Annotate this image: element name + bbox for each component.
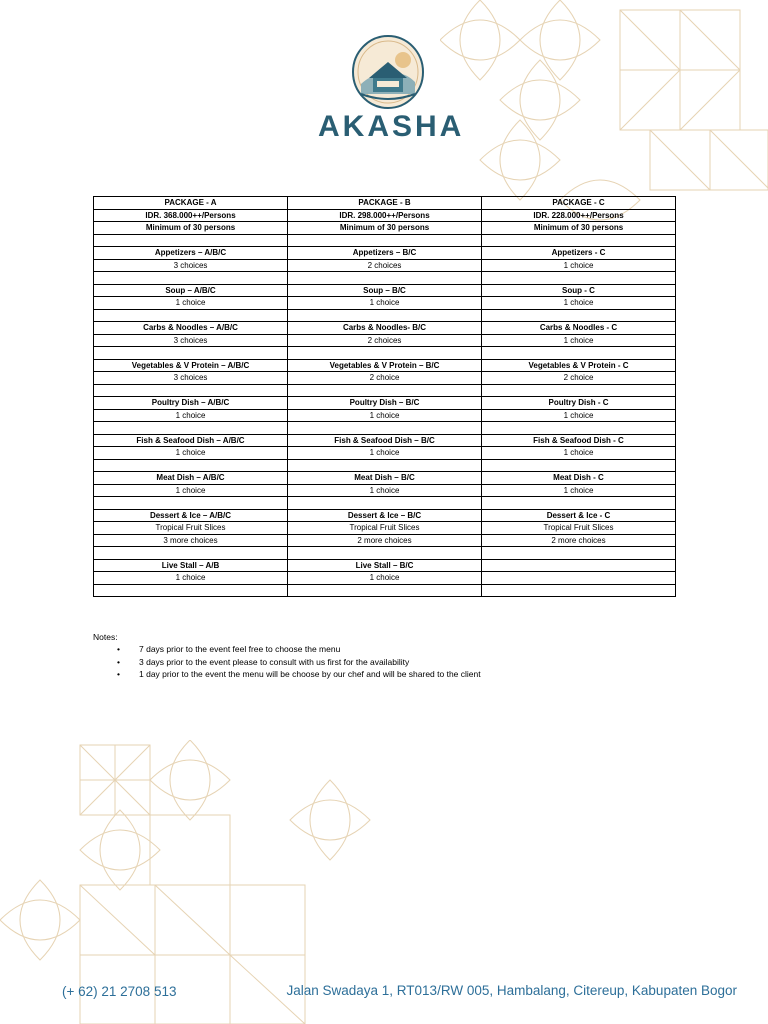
table-cell: Minimum of 30 persons — [482, 222, 676, 235]
table-cell — [482, 309, 676, 322]
table-cell — [94, 272, 288, 285]
table-cell — [94, 347, 288, 360]
table-cell: 1 choice — [288, 409, 482, 422]
table-cell: Appetizers – A/B/C — [94, 247, 288, 260]
table-row — [94, 509, 676, 522]
table-cell — [288, 459, 482, 472]
table-cell — [288, 497, 482, 510]
table-cell — [288, 234, 482, 247]
table-row — [94, 372, 676, 385]
akasha-emblem-icon — [351, 34, 425, 110]
table-cell: PACKAGE - B — [288, 197, 482, 210]
table-cell: 2 choice — [288, 372, 482, 385]
table-cell: Live Stall – B/C — [288, 559, 482, 572]
table-cell — [288, 422, 482, 435]
table-row — [94, 297, 676, 310]
table-cell: PACKAGE - A — [94, 197, 288, 210]
table-row — [94, 497, 676, 510]
table-row — [94, 359, 676, 372]
table-row — [94, 197, 676, 210]
table-cell: IDR. 298.000++/Persons — [288, 209, 482, 222]
note-text: 3 days prior to the event please to consult with us first for the availability — [139, 656, 410, 667]
table-row — [94, 422, 676, 435]
table-row — [94, 384, 676, 397]
decorative-pattern-bottom — [0, 740, 440, 1024]
table-cell: PACKAGE - C — [482, 197, 676, 210]
table-cell: 1 choice — [482, 297, 676, 310]
table-row — [94, 334, 676, 347]
table-cell: Dessert & Ice – A/B/C — [94, 509, 288, 522]
note-text: 7 days prior to the event feel free to choose the menu — [139, 644, 341, 655]
table-cell — [94, 384, 288, 397]
table-row — [94, 322, 676, 335]
table-row — [94, 459, 676, 472]
table-cell: Carbs & Noodles – A/B/C — [94, 322, 288, 335]
table-cell: 1 choice — [94, 409, 288, 422]
table-cell: 3 more choices — [94, 534, 288, 547]
table-cell: Appetizers - C — [482, 247, 676, 260]
table-cell: 2 choices — [288, 334, 482, 347]
table-cell — [94, 459, 288, 472]
table-cell — [482, 272, 676, 285]
table-cell: 3 choices — [94, 372, 288, 385]
table-cell: IDR. 368.000++/Persons — [94, 209, 288, 222]
table-cell: Tropical Fruit Slices — [288, 522, 482, 535]
table-cell: 1 choice — [482, 259, 676, 272]
note-item — [93, 643, 653, 655]
table-cell — [482, 384, 676, 397]
table-cell: 1 choice — [482, 484, 676, 497]
table-row — [94, 409, 676, 422]
table-cell — [94, 584, 288, 597]
table-cell: IDR. 228.000++/Persons — [482, 209, 676, 222]
table-cell: 1 choice — [94, 297, 288, 310]
table-row — [94, 272, 676, 285]
table-cell: 1 choice — [94, 484, 288, 497]
table-row — [94, 534, 676, 547]
table-cell — [288, 272, 482, 285]
table-cell: 1 choice — [288, 297, 482, 310]
table-cell — [94, 234, 288, 247]
table-cell: 3 choices — [94, 334, 288, 347]
table-row — [94, 472, 676, 485]
table-row — [94, 209, 676, 222]
bullet-icon: • — [117, 656, 120, 667]
note-item — [93, 668, 653, 680]
table-cell: Dessert & Ice – B/C — [288, 509, 482, 522]
table-cell — [482, 459, 676, 472]
notes-title: Notes: — [93, 632, 118, 642]
table-cell: 2 choice — [482, 372, 676, 385]
table-cell: 1 choice — [482, 447, 676, 460]
table-cell: Soup - C — [482, 284, 676, 297]
notes-section — [93, 631, 653, 681]
table-row — [94, 222, 676, 235]
table-cell: Fish & Seafood Dish - C — [482, 434, 676, 447]
table-row — [94, 522, 676, 535]
table-cell: Meat Dish - C — [482, 472, 676, 485]
table-cell — [94, 309, 288, 322]
table-cell — [94, 422, 288, 435]
table-cell: Vegetables & V Protein – B/C — [288, 359, 482, 372]
package-menu-table — [93, 196, 676, 597]
table-cell: Dessert & Ice - C — [482, 509, 676, 522]
table-cell: 2 more choices — [482, 534, 676, 547]
table-cell — [482, 584, 676, 597]
table-row — [94, 584, 676, 597]
table-cell: Vegetables & V Protein - C — [482, 359, 676, 372]
table-cell: Vegetables & V Protein – A/B/C — [94, 359, 288, 372]
table-row — [94, 397, 676, 410]
table-cell: Tropical Fruit Slices — [94, 522, 288, 535]
bullet-icon: • — [117, 644, 120, 655]
table-row — [94, 434, 676, 447]
table-cell: Poultry Dish – A/B/C — [94, 397, 288, 410]
table-cell — [94, 547, 288, 560]
table-cell: Soup – A/B/C — [94, 284, 288, 297]
table-cell: Minimum of 30 persons — [94, 222, 288, 235]
table-cell — [482, 234, 676, 247]
table-cell: 1 choice — [94, 447, 288, 460]
brand-name: AKASHA — [318, 110, 465, 143]
note-text: 1 day prior to the event the menu will be choose by our chef and will be shared to the client — [139, 669, 481, 680]
table-row — [94, 547, 676, 560]
table-row — [94, 247, 676, 260]
package-menu-body — [94, 197, 676, 597]
table-row — [94, 234, 676, 247]
table-row — [94, 347, 676, 360]
table-cell: 3 choices — [94, 259, 288, 272]
table-row — [94, 447, 676, 460]
table-cell — [288, 347, 482, 360]
table-cell: Poultry Dish – B/C — [288, 397, 482, 410]
table-cell — [482, 572, 676, 585]
table-cell: Carbs & Noodles- B/C — [288, 322, 482, 335]
table-cell: 1 choice — [482, 409, 676, 422]
table-cell: 1 choice — [288, 484, 482, 497]
notes-list — [93, 643, 653, 680]
table-cell: 1 choice — [288, 572, 482, 585]
table-cell: Meat Dish – A/B/C — [94, 472, 288, 485]
table-row — [94, 484, 676, 497]
table-cell: 1 choice — [94, 572, 288, 585]
table-cell: Live Stall – A/B — [94, 559, 288, 572]
table-cell: Tropical Fruit Slices — [482, 522, 676, 535]
table-cell — [482, 347, 676, 360]
table-row — [94, 309, 676, 322]
table-cell — [482, 547, 676, 560]
table-cell: Appetizers – B/C — [288, 247, 482, 260]
table-cell — [482, 559, 676, 572]
table-row — [94, 572, 676, 585]
table-row — [94, 259, 676, 272]
table-cell: Minimum of 30 persons — [288, 222, 482, 235]
note-item — [93, 656, 653, 668]
table-cell: Carbs & Noodles - C — [482, 322, 676, 335]
table-cell: Fish & Seafood Dish – A/B/C — [94, 434, 288, 447]
table-cell: Meat Dish – B/C — [288, 472, 482, 485]
table-cell: Soup – B/C — [288, 284, 482, 297]
table-cell — [288, 584, 482, 597]
table-cell: 1 choice — [288, 447, 482, 460]
table-cell: 1 choice — [482, 334, 676, 347]
table-cell: 2 more choices — [288, 534, 482, 547]
brand-logo — [318, 30, 465, 150]
table-row — [94, 559, 676, 572]
table-cell — [482, 497, 676, 510]
table-row — [94, 284, 676, 297]
bullet-icon: • — [117, 669, 120, 680]
table-cell: Fish & Seafood Dish – B/C — [288, 434, 482, 447]
table-cell — [94, 497, 288, 510]
table-cell: 2 choices — [288, 259, 482, 272]
table-cell — [288, 547, 482, 560]
table-cell — [288, 309, 482, 322]
footer-address: Jalan Swadaya 1, RT013/RW 005, Hambalang, Citereup, Kabupaten Bogor — [286, 983, 737, 998]
table-cell — [482, 422, 676, 435]
table-cell: Poultry Dish - C — [482, 397, 676, 410]
footer-phone: (+ 62) 21 2708 513 — [62, 984, 177, 999]
table-cell — [288, 384, 482, 397]
